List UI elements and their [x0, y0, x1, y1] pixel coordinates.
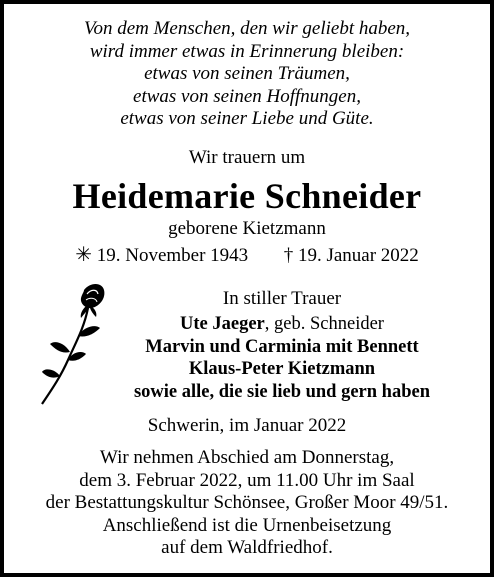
- death-cross-icon: †: [283, 245, 294, 266]
- farewell-line: auf dem Waldfriedhof.: [161, 537, 333, 558]
- maiden-name: geborene Kietzmann: [168, 218, 326, 239]
- farewell-line: Wir nehmen Abschied am Donnerstag,: [99, 447, 395, 468]
- poem-line: etwas von seinen Hoffnungen,: [133, 85, 361, 107]
- poem-line: Von dem Menschen, den wir geliebt haben,: [83, 18, 411, 39]
- mourner-line: Marvin und Carminia mit Bennett: [145, 336, 419, 357]
- farewell-details: [4, 447, 490, 560]
- farewell-line: der Bestattungskultur Schönsee, Großer Moor 49/51.: [45, 492, 449, 513]
- farewell-line: Anschließend ist die Urnenbeisetzung: [102, 514, 392, 536]
- mourner-name: Ute Jaeger: [180, 314, 265, 334]
- birth-date: 19. November 1943: [96, 245, 249, 266]
- farewell-line: dem 3. Februar 2022, um 11.00 Uhr im Saal: [79, 469, 415, 491]
- mourner-line: [74, 313, 490, 336]
- poem-line: etwas von seiner Liebe und Güte.: [120, 108, 374, 129]
- place-date: Schwerin, im Januar 2022: [147, 415, 347, 436]
- mourners-list: [74, 313, 490, 403]
- mourning-line: Wir trauern um: [188, 147, 306, 168]
- poem-line: etwas von seinen Träumen,: [144, 63, 350, 84]
- mourner-line: Klaus-Peter Kietzmann: [188, 359, 376, 379]
- mourner-note: , geb. Schneider: [264, 314, 384, 334]
- mourner-line: sowie alle, die sie lieb und gern haben: [133, 381, 431, 402]
- mourners-heading: In stiller Trauer: [222, 288, 342, 309]
- birth-star-icon: ✳: [75, 244, 92, 266]
- deceased-name: Heidemarie Schneider: [72, 176, 422, 216]
- life-dates: [4, 242, 490, 267]
- death-date: 19. Januar 2022: [297, 245, 419, 266]
- poem-line: wird immer etwas in Erinnerung bleiben:: [89, 40, 405, 62]
- memorial-poem: [4, 18, 490, 131]
